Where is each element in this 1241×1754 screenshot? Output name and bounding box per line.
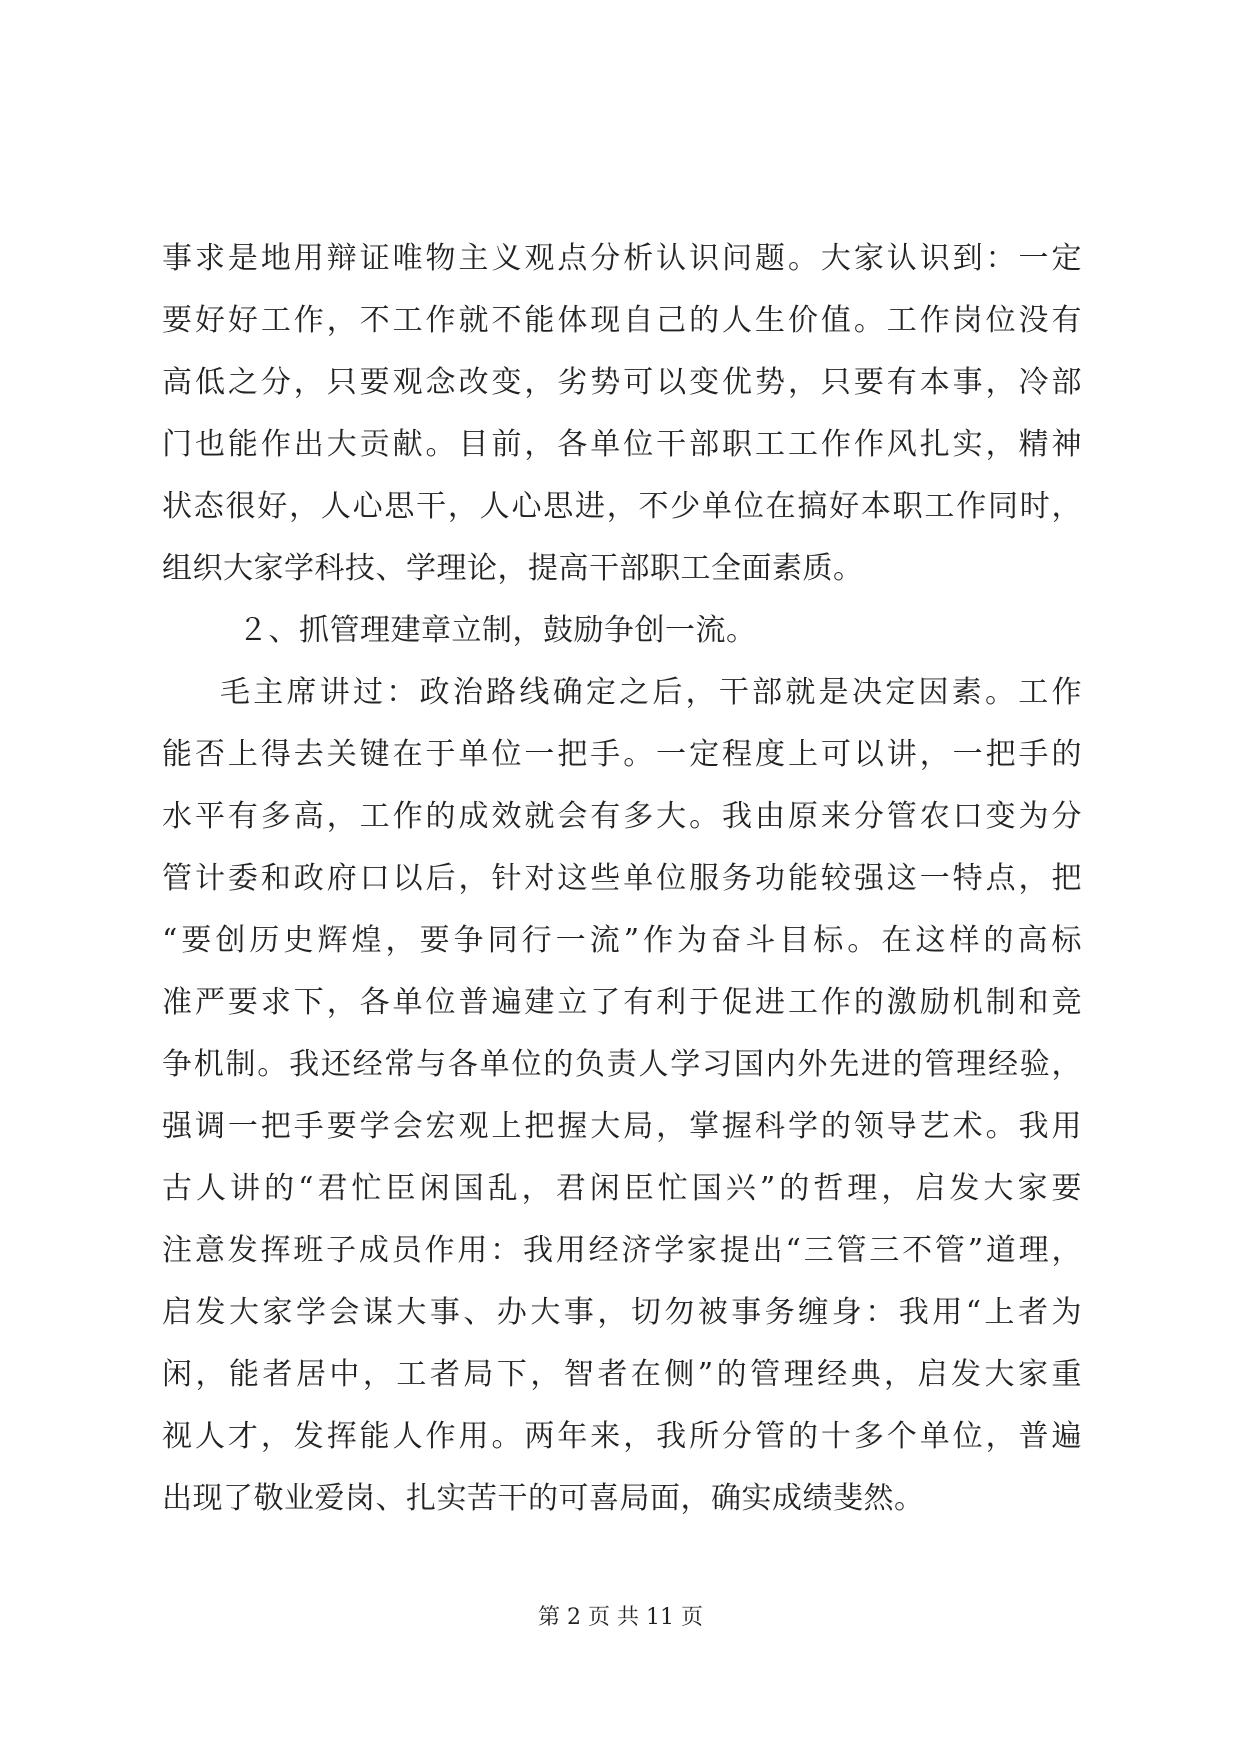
section-heading: ２、抓管理建章立制，鼓励争创一流。 — [238, 613, 757, 648]
text-line: 组织大家学科技、学理论，提高干部职工全面素质。 — [162, 551, 864, 586]
text-line: 注意发挥班子成员作用：我用经济学家提出“三管三不管”道理， — [162, 1233, 1082, 1268]
text-line: 状态很好，人心思干，人心思进，不少单位在搞好本职工作同时， — [162, 489, 1082, 524]
text-line: 门也能作出大贡献。目前，各单位干部职工工作作风扎实，精神 — [162, 427, 1082, 462]
text-line: 水平有多高，工作的成效就会有多大。我由原来分管农口变为分 — [162, 799, 1082, 834]
text-line: 出现了敬业爱岗、扎实苦干的可喜局面，确实成绩斐然。 — [162, 1481, 925, 1516]
document-body — [162, 228, 1082, 1530]
text-line: 启发大家学会谋大事、办大事，切勿被事务缠身：我用“上者为 — [162, 1295, 1082, 1330]
text-line: 视人才，发挥能人作用。两年来，我所分管的十多个单位，普遍 — [162, 1419, 1082, 1454]
text-line: 争机制。我还经常与各单位的负责人学习国内外先进的管理经验， — [162, 1047, 1082, 1082]
text-line: 古人讲的“君忙臣闲国乱，君闲臣忙国兴”的哲理，启发大家要 — [162, 1171, 1082, 1206]
text-line: 要好好工作，不工作就不能体现自己的人生价值。工作岗位没有 — [162, 303, 1082, 338]
page-number-footer: 第 2 页 共 11 页 — [538, 1605, 703, 1630]
text-line: 准严要求下，各单位普遍建立了有利于促进工作的激励机制和竞 — [162, 985, 1082, 1020]
text-line: 管计委和政府口以后，针对这些单位服务功能较强这一特点，把 — [162, 861, 1082, 896]
text-line: 毛主席讲过：政治路线确定之后，干部就是决定因素。工作 — [220, 675, 1082, 710]
text-line: “要创历史辉煌，要争同行一流”作为奋斗目标。在这样的高标 — [162, 923, 1082, 958]
text-line: 强调一把手要学会宏观上把握大局，掌握科学的领导艺术。我用 — [162, 1109, 1082, 1144]
text-line: 能否上得去关键在于单位一把手。一定程度上可以讲，一把手的 — [162, 737, 1082, 772]
text-line: 闲，能者居中，工者局下，智者在侧”的管理经典，启发大家重 — [162, 1357, 1082, 1392]
text-line: 事求是地用辩证唯物主义观点分析认识问题。大家认识到：一定 — [162, 241, 1082, 276]
text-line: 高低之分，只要观念改变，劣势可以变优势，只要有本事，冷部 — [162, 365, 1082, 400]
